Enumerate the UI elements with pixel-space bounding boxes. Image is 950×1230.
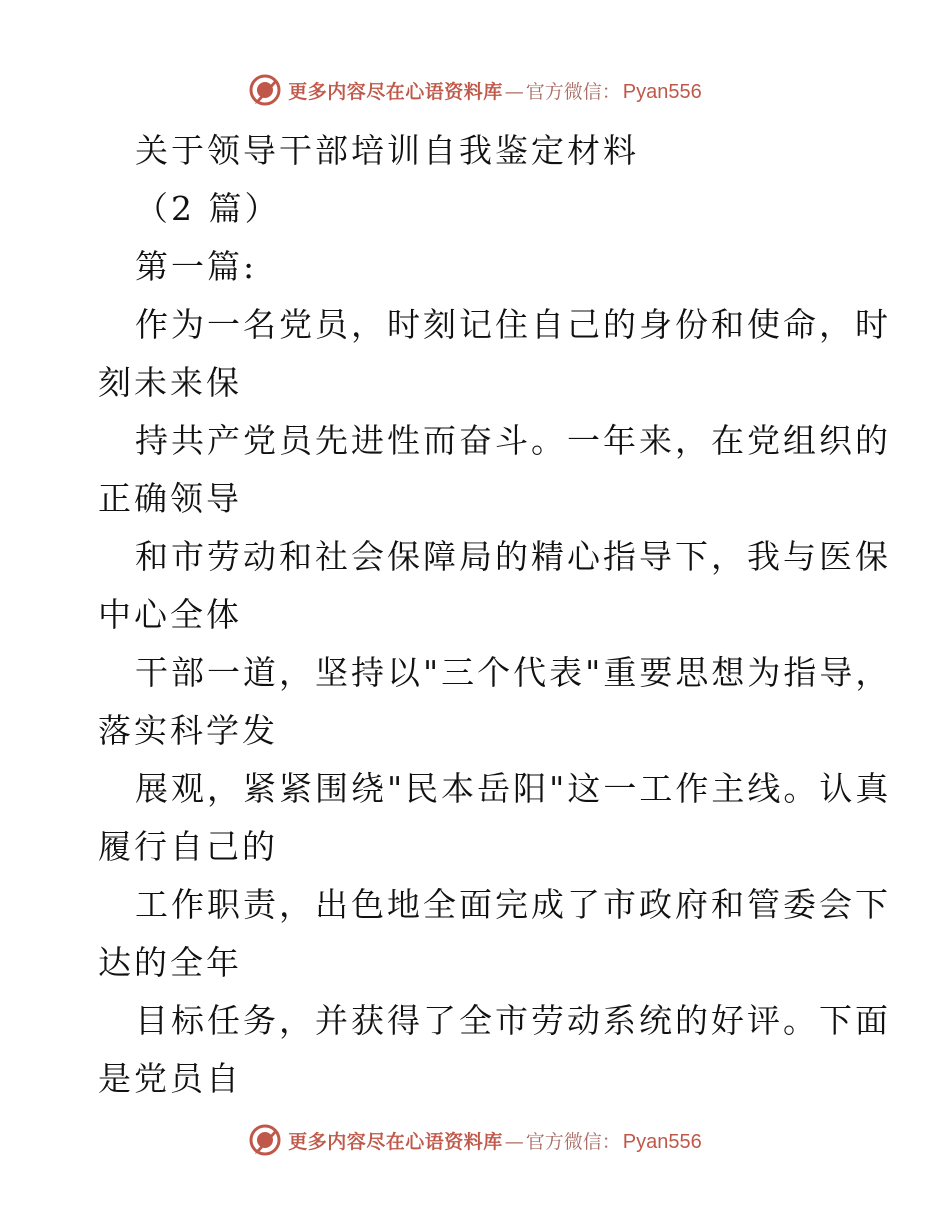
- document-subtitle: （2 篇）: [135, 189, 281, 228]
- section-heading: 第一篇:: [135, 247, 258, 286]
- banner-brand-text: 更多内容尽在心语资料库: [288, 1130, 503, 1153]
- paragraph-line: 作为一名党员，时刻记住自己的身份和使命，时: [135, 305, 891, 344]
- banner-separator: —: [504, 1130, 524, 1153]
- header-banner: [0, 68, 950, 112]
- document-title: 关于领导干部培训自我鉴定材料: [135, 131, 639, 170]
- banner-wechat-label: 官方微信：: [525, 1130, 621, 1153]
- document-body: [98, 122, 892, 1108]
- paragraph-line: 落实科学发: [98, 711, 278, 750]
- paragraph-line: 工作职责，出色地全面完成了市政府和管委会下: [135, 885, 891, 924]
- paragraph-line: 刻未来保: [98, 363, 242, 402]
- banner-separator: —: [504, 80, 524, 103]
- paragraph-line: 达的全年: [98, 943, 242, 982]
- banner-wechat-id: Pyan556: [622, 80, 702, 103]
- paragraph-line: 持共产党员先进性而奋斗。一年来，在党组织的: [135, 421, 891, 460]
- banner-wechat-label: 官方微信：: [525, 80, 621, 103]
- paragraph-line: 是党员自: [98, 1059, 242, 1098]
- paragraph-line: 目标任务，并获得了全市劳动系统的好评。下面: [135, 1001, 891, 1040]
- pen-circle-logo-icon: [248, 73, 282, 107]
- pen-circle-logo-icon: [248, 1123, 282, 1157]
- banner-brand-text: 更多内容尽在心语资料库: [288, 80, 503, 103]
- paragraph-line: 正确领导: [98, 479, 242, 518]
- paragraph-line: 干部一道，坚持以"三个代表"重要思想为指导，: [135, 653, 892, 692]
- paragraph-line: 和市劳动和社会保障局的精心指导下，我与医保: [135, 537, 891, 576]
- paragraph-line: 履行自己的: [98, 827, 278, 866]
- footer-banner: [0, 1118, 950, 1162]
- paragraph-line: 展观，紧紧围绕"民本岳阳"这一工作主线。认真: [135, 769, 892, 808]
- paragraph-line: 中心全体: [98, 595, 242, 634]
- banner-wechat-id: Pyan556: [622, 1130, 702, 1153]
